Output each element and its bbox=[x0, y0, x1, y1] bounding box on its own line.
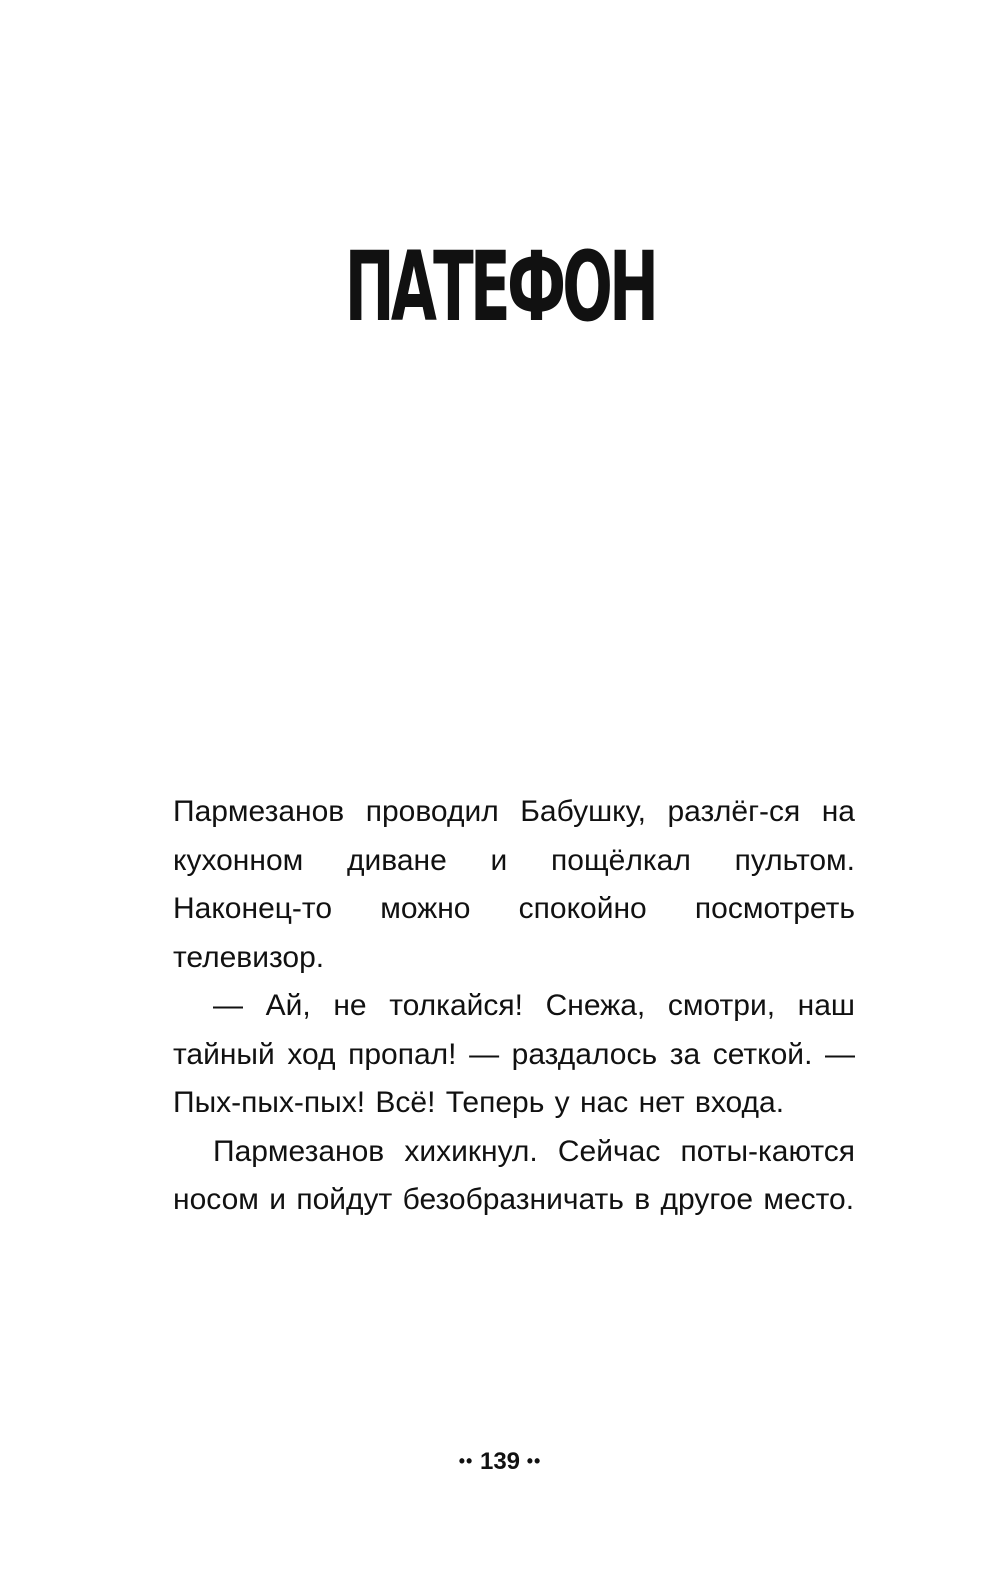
page-number: 139 bbox=[479, 1448, 521, 1475]
paragraph: Пармезанов хихикнул. Сейчас поты-каются носом и пойдут безобразничать в другое место. bbox=[173, 1134, 855, 1216]
chapter-title: ПАТЕФОН bbox=[344, 231, 656, 343]
body-text bbox=[173, 788, 855, 1225]
paragraph: — Ай, не толкайся! Снежа, смотри, наш тайный ход пропал! — раздалось за сеткой. — Пых-пых-пых! Всё! Теперь у нас нет входа. bbox=[173, 989, 855, 1119]
decorative-dots-left: •• bbox=[458, 1451, 474, 1471]
paragraph: Пармезанов проводил Бабушку, разлёг-ся на кухонном диване и пощёлкал пультом. Наконец-то можно спокойно посмотреть телевизор. bbox=[173, 795, 855, 974]
page-footer bbox=[0, 1443, 1000, 1480]
decorative-dots-right: •• bbox=[526, 1451, 542, 1471]
